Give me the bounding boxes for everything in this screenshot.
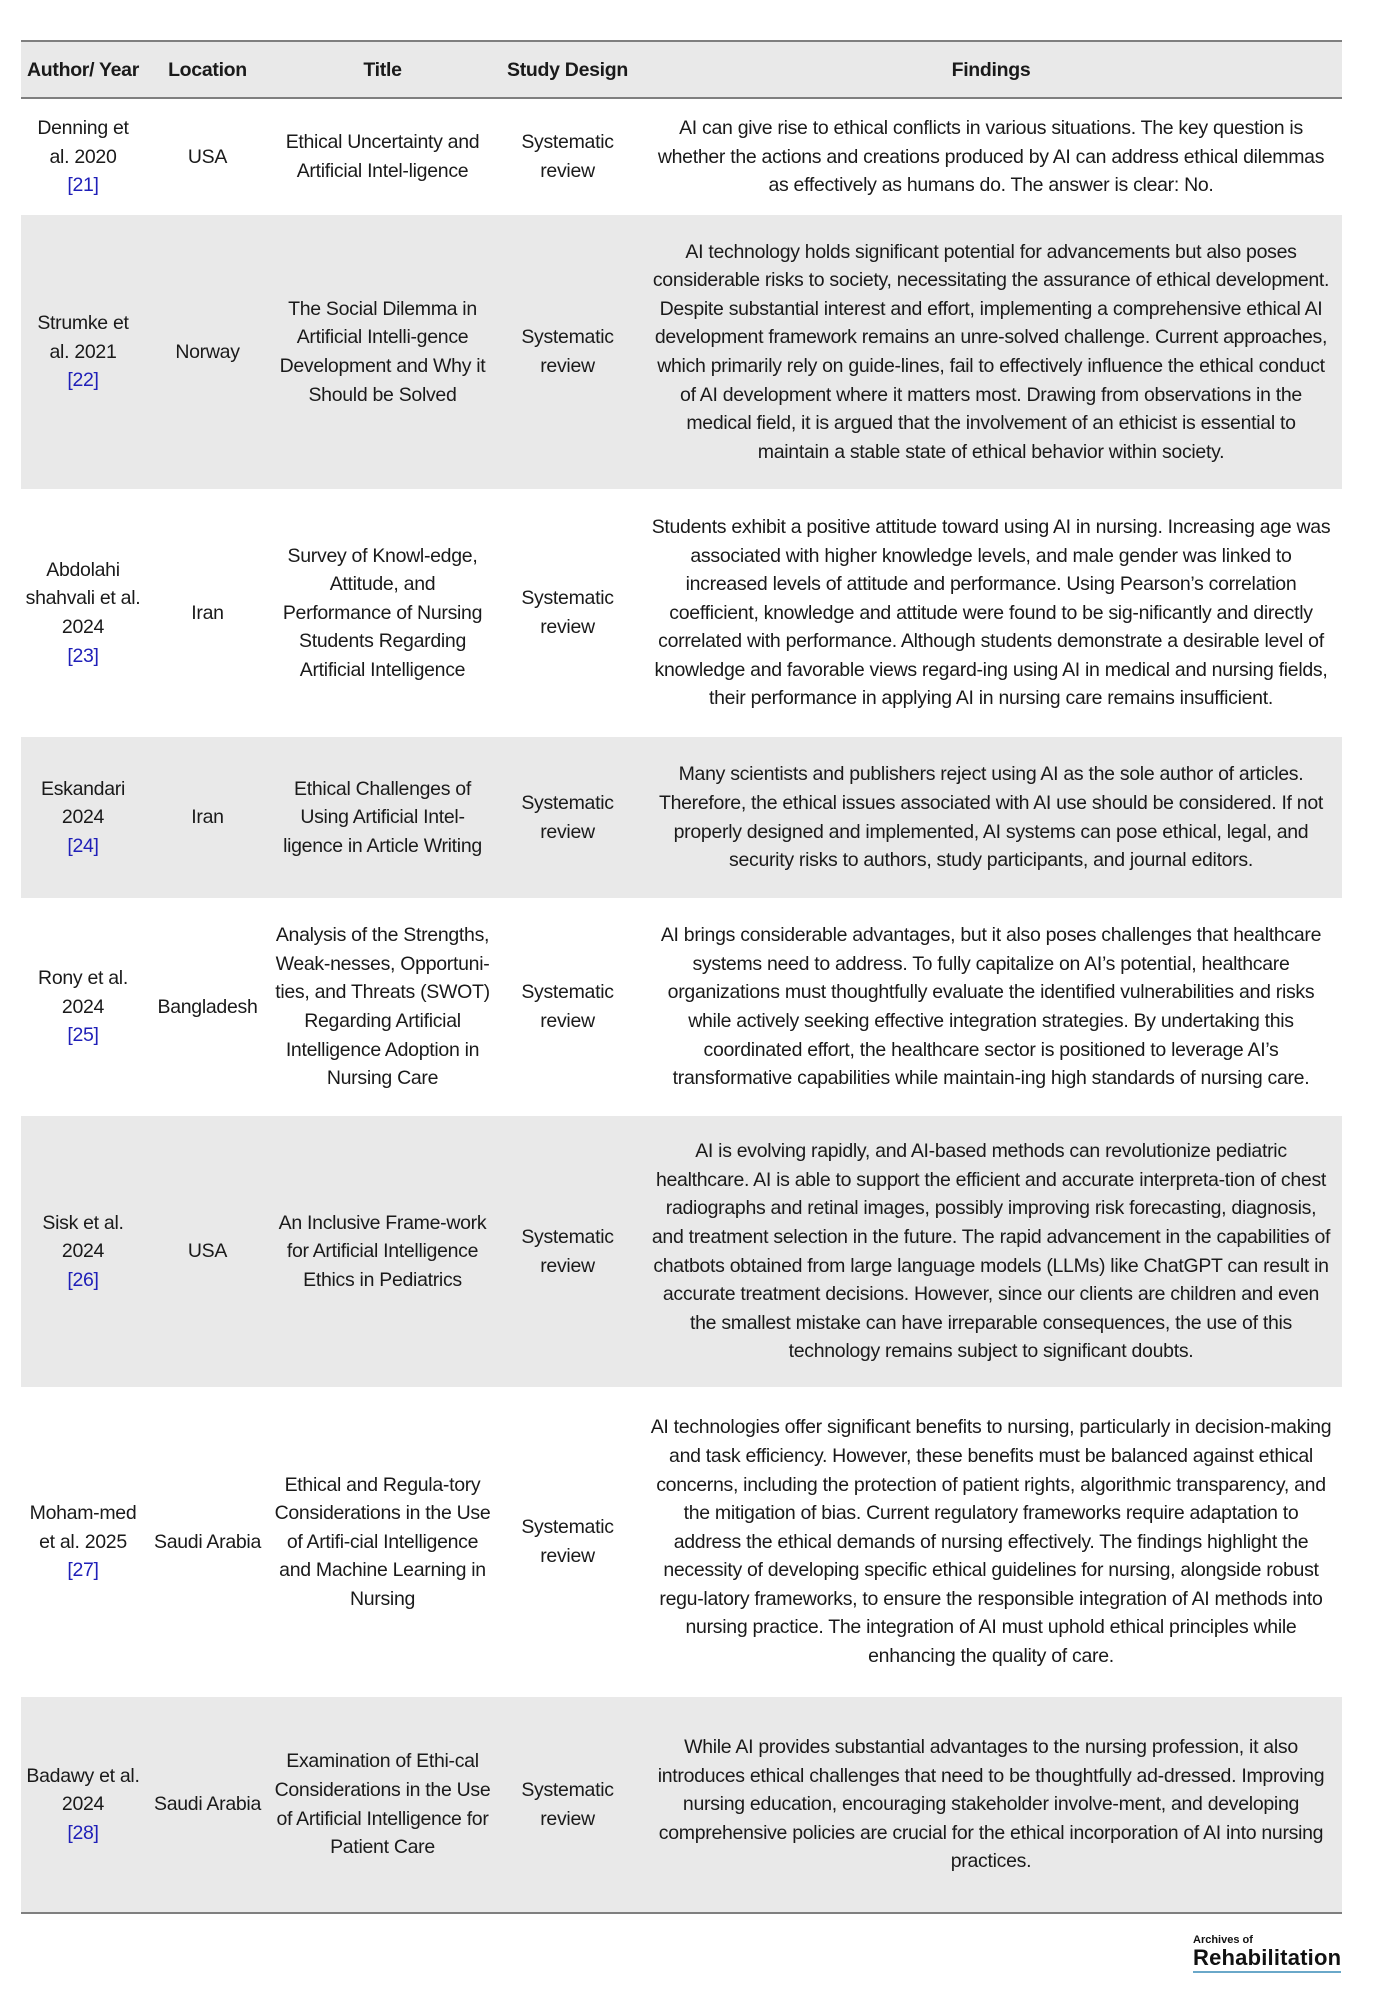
header-location: Location — [145, 41, 270, 98]
location-cell: Iran — [191, 806, 224, 829]
title-cell: Analysis of the Strengths, Weak-nesses, Opportuni-ties, and Threats (SWOT) Regarding Artificial Intelligence Adoption in Nursing Care — [275, 924, 490, 1090]
reference-link[interactable]: [22] — [67, 369, 99, 392]
title-cell: Ethical Challenges of Using Artificial Intel-ligence in Article Writing — [283, 777, 482, 857]
author-cell — [21, 98, 145, 215]
author-cell — [21, 1116, 145, 1387]
findings-cell: AI technologies offer significant benefits to nursing, particularly in decision-making and task efficiency. However, these benefits must be balanced against ethical concerns, including the protection of patient rights, algorithmic transparency, and the mitigation of bias. Current regulatory frameworks require adaptation to address the ethical demands of nursing effectively. The findings highlight the necessity of developing specific ethical guidelines for nursing, alongside robust regu-latory frameworks, to ensure the responsible integration of AI methods into nursing practice. The integration of AI must uphold ethical principles while enhancing the quality of care. — [650, 1416, 1332, 1668]
reference-link[interactable]: [25] — [67, 1024, 99, 1047]
author-name: Abdolahi shahvali et al. 2024 — [25, 558, 141, 638]
author-cell — [21, 737, 145, 898]
reference-link[interactable]: [24] — [67, 834, 99, 857]
author-cell — [21, 215, 145, 489]
journal-logo — [1193, 1934, 1345, 1973]
table-row — [21, 737, 1342, 898]
design-cell: Systematic review — [521, 1778, 614, 1830]
logo-line-2: Rehabilitation — [1193, 1946, 1341, 1973]
title-cell: The Social Dilemma in Artificial Intelli-gence Development and Why it Should be Solved — [279, 297, 486, 406]
findings-cell: AI brings considerable advantages, but it also poses challenges that healthcare systems need to address. To fully capitalize on AI’s potential, healthcare organizations must thoughtfully evaluate the identified vulnerabilities and risks while actively seeking effective integration strategies. By undertaking this coordinated effort, the healthcare sector is positioned to leverage AI’s transformative capabilities while maintain-ing high standards of nursing care. — [660, 924, 1322, 1090]
author-cell — [21, 1697, 145, 1913]
reference-link[interactable]: [26] — [67, 1268, 99, 1291]
author-cell — [21, 898, 145, 1116]
studies-table — [21, 40, 1342, 1914]
design-cell: Systematic review — [521, 981, 614, 1032]
location-cell: Saudi Arabia — [154, 1530, 261, 1553]
table-row — [21, 1116, 1342, 1387]
table-row — [21, 489, 1342, 737]
location-cell: Saudi Arabia — [154, 1793, 261, 1816]
design-cell: Systematic review — [521, 326, 614, 377]
header-findings: Findings — [640, 41, 1342, 98]
design-cell: Systematic review — [521, 587, 614, 638]
author-name: Moham-med et al. 2025 — [29, 1502, 137, 1553]
title-cell: Ethical and Regula-tory Considerations in the Use of Artifi-cial Intelligence and Machine Learning in Nursing — [274, 1473, 491, 1610]
title-cell: Examination of Ethi-cal Considerations in the Use of Artificial Intelligence for Patient Care — [274, 1750, 491, 1859]
reference-link[interactable]: [23] — [67, 644, 99, 667]
findings-cell: AI can give rise to ethical conflicts in various situations. The key question is whether the actions and creations produced by AI can address ethical dilemmas as effectively as humans do. The answer is clear: No. — [657, 117, 1325, 197]
table-row — [21, 1387, 1342, 1697]
table-row — [21, 898, 1342, 1116]
findings-cell: While AI provides substantial advantages to the nursing profession, it also introduces ethical challenges that need to be thoughtfully ad-dressed. Improving nursing education, encouraging stakeholder involve-ment, and developing comprehensive policies are crucial for the ethical incorporation of AI into nursing practices. — [657, 1736, 1325, 1873]
location-cell: USA — [187, 145, 228, 168]
findings-cell: AI technology holds significant potential for advancements but also poses considerable risks to society, necessitating the assurance of ethical development. Despite substantial interest and effort, implementing a comprehensive ethical AI development framework remains an unre-solved challenge. Current approaches, which primarily rely on guide-lines, fail to effectively influence the ethical conduct of AI development where it matters most. Drawing from observations in the medical field, it is argued that the involvement of an ethicist is essential to maintain a stable state of ethical behavior within society. — [652, 240, 1330, 463]
author-name: Rony et al. 2024 — [38, 967, 128, 1018]
findings-cell: Students exhibit a positive attitude toward using AI in nursing. Increasing age was associated with higher knowledge levels, and male gender was linked to increased levels of attitude and performance. Using Pearson’s correlation coefficient, knowledge and attitude were found to be sig-nificantly and directly correlated with performance. Although students demonstrate a desirable level of knowledge and favorable views regard-ing using AI in medical and nursing fields, their performance in applying AI in nursing care remains insufficient. — [651, 515, 1331, 710]
reference-link[interactable]: [21] — [67, 174, 99, 197]
title-cell: Ethical Uncertainty and Artificial Intel-ligence — [285, 131, 480, 182]
location-cell: Iran — [191, 601, 224, 624]
findings-cell: AI is evolving rapidly, and AI-based methods can revolutionize pediatric healthcare. AI is able to support the efficient and accurate interpreta-tion of chest radiographs and retinal images, possibly improving risk forecasting, diagnosis, and treatment selection in the future. The rapid advancement in the capabilities of chatbots obtained from large language models (LLMs) like ChatGPT can result in accurate treatment decisions. However, since our clients are children and even the smallest mistake can have irreparable consequences, the use of this technology remains subject to significant doubts. — [651, 1140, 1331, 1363]
reference-link[interactable]: [28] — [67, 1821, 99, 1844]
logo-line-1: Archives of — [1193, 1934, 1253, 1946]
title-cell: An Inclusive Frame-work for Artificial Intelligence Ethics in Pediatrics — [278, 1211, 487, 1291]
table-header-row — [21, 41, 1342, 98]
author-cell — [21, 489, 145, 737]
author-name: Strumke et al. 2021 — [37, 312, 129, 363]
design-cell: Systematic review — [521, 1225, 614, 1277]
table-row — [21, 1697, 1342, 1913]
header-author-year: Author/ Year — [21, 41, 145, 98]
author-name: Denning et al. 2020 — [37, 117, 129, 168]
table-row — [21, 215, 1342, 489]
location-cell: Bangladesh — [157, 995, 258, 1018]
design-cell: Systematic review — [521, 791, 614, 843]
header-study-design: Study Design — [495, 41, 640, 98]
author-name: Sisk et al. 2024 — [42, 1211, 124, 1263]
location-cell: USA — [187, 1240, 228, 1263]
author-name: Badawy et al. 2024 — [26, 1764, 140, 1816]
title-cell: Survey of Knowl-edge, Attitude, and Performance of Nursing Students Regarding Artificial Intelligence — [282, 544, 483, 681]
header-title: Title — [270, 41, 495, 98]
design-cell: Systematic review — [521, 131, 614, 182]
findings-cell: Many scientists and publishers reject using AI as the sole author of articles. Therefore, the ethical issues associated with AI use should be considered. If not properly designed and implemented, AI systems can pose ethical, legal, and security risks to authors, study participants, and journal editors. — [658, 763, 1324, 872]
location-cell: Norway — [175, 340, 240, 363]
author-cell — [21, 1387, 145, 1697]
table-row — [21, 98, 1342, 215]
author-name: Eskandari 2024 — [40, 777, 125, 829]
reference-link[interactable]: [27] — [67, 1559, 99, 1582]
design-cell: Systematic review — [521, 1516, 614, 1567]
